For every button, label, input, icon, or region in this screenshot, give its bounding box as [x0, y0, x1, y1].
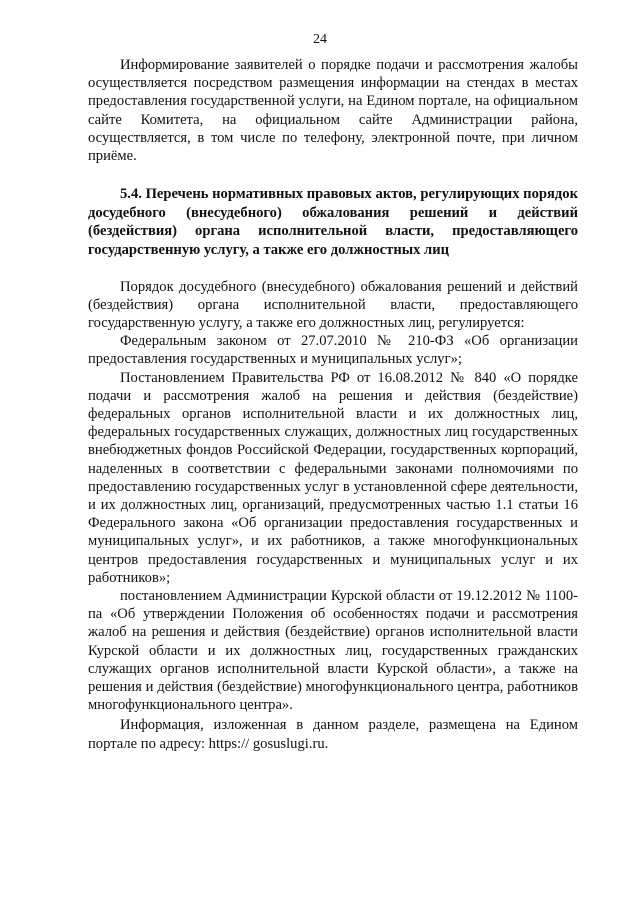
- paragraph-order: Порядок досудебного (внесудебного) обжалования решений и действий (бездействия) органа исполнительной власти, предоставляющего государственную услугу, а также его должностных лиц, регулируется:: [88, 278, 578, 331]
- paragraph-federal-law: Федеральным законом от 27.07.2010 № 210-ФЗ «Об организации предоставления государственных и муниципальных услуг»;: [88, 333, 578, 368]
- document-body: [88, 56, 578, 753]
- page-number: 24: [313, 32, 327, 47]
- section-heading: 5.4. Перечень нормативных правовых актов, регулирующих порядок досудебного (внесудебного) обжалования решений и действий (бездействия) органа исполнительной власти, предоставляющего государственную услугу, а также его должностных лиц: [88, 186, 578, 258]
- paragraph-info-placement: Информация, изложенная в данном разделе, размещена на Едином портале по адресу: https:// gosuslugi.ru.: [88, 717, 578, 752]
- paragraph-kursk-resolution: постановлением Администрации Курской области от 19.12.2012 № 1100-па «Об утверждении Положения об особенностях подачи и рассмотрения жалоб на решения и действия (бездействие) органов исполнительной власти Курской области и их должностных лиц, государственных гражданских служащих органов исполнительной власти Курской области», а также на решения и действия (бездействие) многофункционального центра, работников многофункционального центра».: [88, 588, 578, 714]
- paragraph-informing: Информирование заявителей о порядке подачи и рассмотрения жалобы осуществляется посредством размещения информации на стендах в местах предоставления государственной услуги, на Едином портале, на официальном сайте Комитета, на официальном сайте Администрации района, осуществляется, в том числе по телефону, электронной почте, при личном приёме.: [88, 57, 578, 165]
- paragraph-government-resolution: Постановлением Правительства РФ от 16.08.2012 № 840 «О порядке подачи и рассмотрения жалоб на решения и действия (бездействие) федеральных органов исполнительной власти и их должностных лиц, федеральных государственных служащих, должностных лиц государственных внебюджетных фондов Российской Федерации, государственных корпораций, наделенных в соответствии с федеральными законами полномочиями по предоставлению государственных услуг в установленной сфере деятельности, и их должностных лиц, организаций, предусмотренных частью 1.1 статьи 16 Федерального закона «Об организации предоставления государственных и муниципальных услуг», и их работников, а также многофункциональных центров предоставления государственных и муниципальных услуг и их работников»;: [88, 369, 578, 586]
